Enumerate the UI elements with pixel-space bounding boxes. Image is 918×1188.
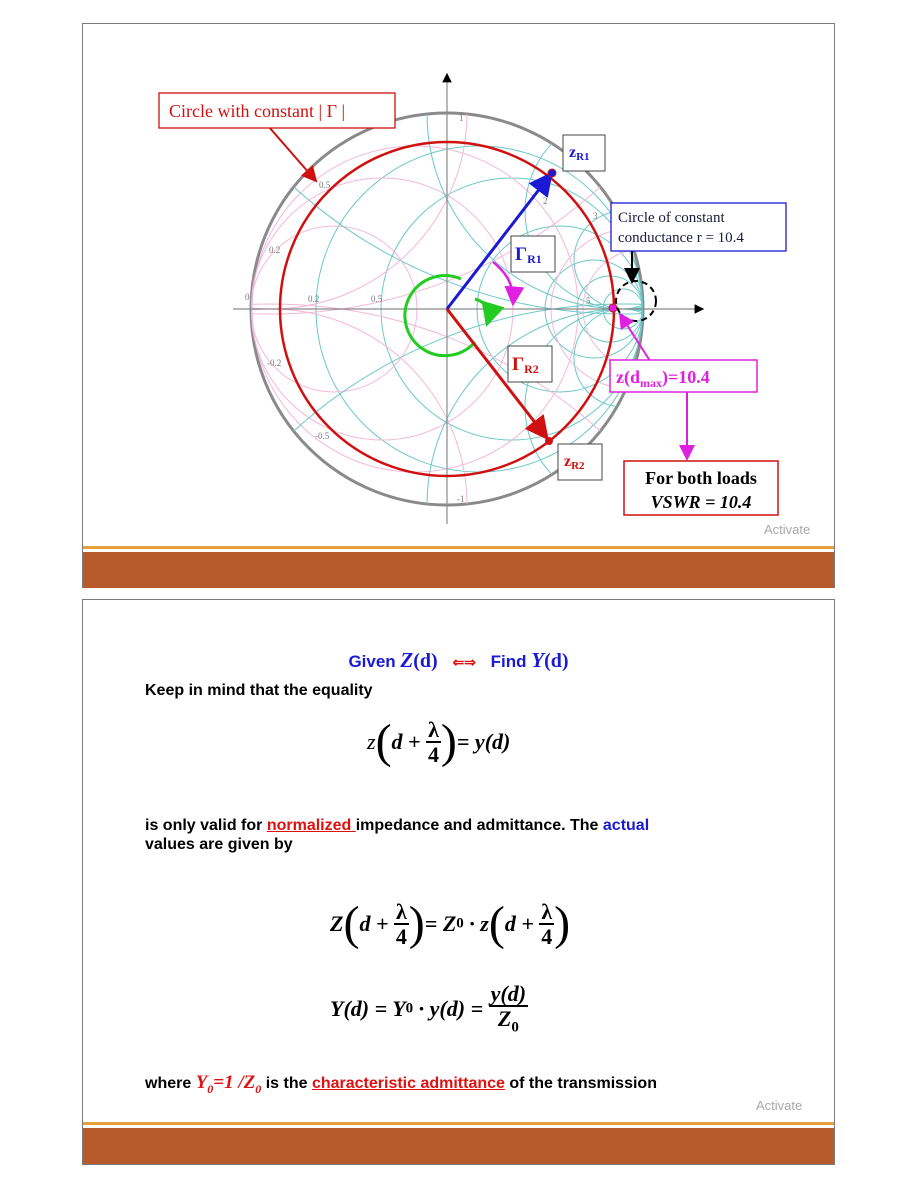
conductance-line1: Circle of constant — [618, 210, 725, 226]
label-im-05: 0.5 — [319, 180, 331, 190]
zr2-label: zR2 — [564, 453, 585, 472]
label-r3: 3 — [593, 211, 598, 221]
label-re-05: 0.5 — [371, 294, 383, 304]
label-im-neg1: -1 — [457, 494, 465, 504]
activate-watermark-2: Activate — [756, 1098, 803, 1113]
label-im-1: 1 — [459, 113, 464, 123]
equation-actual-impedance: Z(d + $\frac{\lambda}{4}$ )= Z0 · z(d + $\frac{\lambda}{4}$ ) — [330, 897, 571, 951]
label-im-neg02: -0.2 — [267, 358, 282, 368]
keep-in-mind-text: Keep in mind that the equality — [145, 682, 373, 699]
normalized-link: normalized — [266, 817, 356, 834]
gamma-circle-pointer — [269, 127, 316, 181]
zr1-point — [548, 169, 556, 177]
label-r5: 5 — [586, 296, 591, 306]
where-sentence: where $Y_0=1$ $/Z_0$ is the characteristic admittance of the transmission — [145, 1072, 657, 1096]
equation-actual-admittance: Y(d) = Y0 · y(d) = $\frac{y(d)}{Z_0}$ — [330, 981, 527, 1036]
equivalence-arrow-icon: ⇐⇒ — [452, 654, 476, 670]
footer-accent-line — [83, 546, 834, 549]
label-im-02: 0.2 — [269, 245, 281, 255]
zdmax-label: $z(d_{max})=10.4$ — [616, 367, 710, 390]
activate-watermark: Activate — [764, 522, 811, 537]
slide-heading: Given Z(d) ⇐⇒ Find Y(d) — [348, 648, 569, 672]
conductance-circle — [616, 281, 656, 321]
label-re-02: 0.2 — [308, 294, 320, 304]
smith-chart — [83, 24, 834, 544]
characteristic-admittance-link: characteristic admittance — [311, 1075, 505, 1092]
label-re-0: 0 — [245, 292, 250, 302]
gamma-circle-label: Circle with constant | Γ | — [169, 101, 346, 121]
zr2-point — [545, 437, 553, 445]
zr1-label: zR1 — [569, 144, 590, 163]
validity-paragraph: is only valid for normalized impedance and admittance. The actual values are given by — [145, 817, 650, 853]
zdmax-point — [609, 304, 617, 312]
equation-normalized: z(d + $\frac{\lambda}{4}$ )= y(d) — [367, 715, 511, 769]
vswr-line1: For both loads — [645, 468, 757, 488]
footer-bar — [83, 552, 834, 588]
footer-bar-2 — [83, 1128, 834, 1164]
slide-smith-chart — [82, 23, 835, 588]
gamma-r1-label: ΓR1 — [515, 244, 542, 266]
label-im-neg05: -0.5 — [315, 431, 330, 441]
gamma-r2-label: ΓR2 — [512, 354, 539, 376]
slide-admittance — [82, 599, 835, 1165]
conductance-line2: conductance r = 10.4 — [618, 230, 744, 246]
footer-accent-line-2 — [83, 1122, 834, 1125]
vswr-line2: VSWR = 10.4 — [650, 492, 752, 512]
label-r2: 2 — [543, 196, 548, 206]
